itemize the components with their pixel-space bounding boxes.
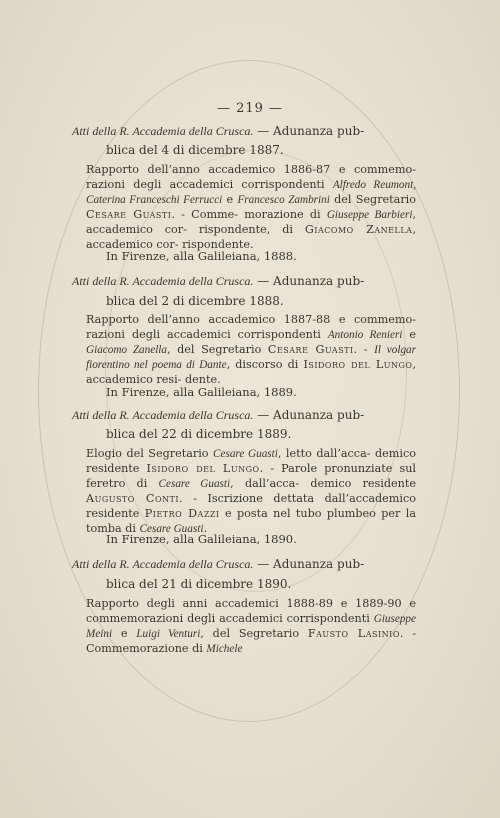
- body-text: .: [203, 521, 208, 535]
- entry-date: blica del 22 di dicembre 1889.: [106, 427, 292, 441]
- entry-heading: [72, 557, 402, 572]
- entry-heading: [72, 274, 402, 289]
- entry-body: [86, 163, 416, 252]
- entry-heading: [72, 124, 402, 139]
- small-caps-name: Cesare Guasti: [86, 207, 172, 221]
- body-text: , discorso di: [226, 357, 304, 371]
- italic-name: Giuseppe Meini: [86, 612, 416, 640]
- body-text: Elogio del Segretario: [86, 447, 214, 460]
- italic-name: Cesare Guasti: [213, 448, 278, 460]
- small-caps-name: Augusto Conti: [86, 491, 180, 505]
- heading-rest: — Adunanza pub-: [253, 274, 365, 288]
- entry-date: blica del 2 di dicembre 1888.: [106, 294, 284, 308]
- italic-name: Luigi Venturi: [136, 627, 201, 640]
- body-text: del Segretario: [329, 192, 416, 206]
- body-text: e: [222, 192, 238, 206]
- body-text: , dall’acca- demico residente: [230, 476, 416, 490]
- entry-imprint: In Firenze, alla Galileiana, 1890.: [106, 532, 297, 546]
- heading-title: Atti della R. Accademia della Crusca.: [72, 408, 254, 422]
- page-number: — 219 —: [216, 101, 284, 116]
- body-text: Rapporto dell’anno accademico 1886-87 e commemo- razioni degli accademici corrispondenti: [86, 163, 416, 191]
- italic-name: Giacomo Zanella: [86, 343, 168, 356]
- body-text: e: [402, 327, 416, 341]
- body-text: Rapporto dell’anno accademico 1887-88 e commemo- razioni degli accademici corrispondenti: [86, 313, 416, 341]
- body-text: Rapporto degli anni accademici 1888-89 e 1889-90 e commemorazioni degli accademici corrispondenti: [86, 597, 416, 625]
- entry-imprint: In Firenze, alla Galileiana, 1888.: [106, 249, 297, 263]
- entry-body: [86, 447, 416, 536]
- body-text: , letto dall’acca- demico residente: [86, 447, 416, 475]
- body-text: , del Segretario: [167, 342, 268, 356]
- heading-rest: — Adunanza pub-: [253, 557, 365, 571]
- heading-rest: — Adunanza pub-: [253, 124, 365, 138]
- body-text: . - Comme- morazione di: [171, 207, 327, 221]
- body-text: e posta nel tubo plumbeo per la tomba di: [86, 506, 417, 535]
- entry-body: [86, 597, 416, 657]
- italic-name: Francesco Zambrini: [237, 193, 330, 206]
- body-text: . -: [353, 342, 375, 356]
- body-text: . - Parole pronunziate sul feretro di: [86, 461, 416, 490]
- small-caps-name: Isidoro del Lungo: [303, 357, 413, 371]
- body-text: , accademico cor- rispondente, di: [86, 207, 416, 236]
- italic-name: Antonio Renieri: [327, 328, 403, 341]
- small-caps-name: Isidoro del Lungo: [146, 461, 260, 475]
- heading-title: Atti della R. Accademia della Crusca.: [72, 124, 254, 138]
- italic-name: Michele: [206, 642, 243, 655]
- entry-date: blica del 21 di dicembre 1890.: [106, 577, 292, 591]
- entry-body: [86, 313, 416, 388]
- italic-name: Cesare Guasti: [158, 477, 231, 490]
- entry-heading: [72, 408, 402, 423]
- body-text: e: [112, 626, 137, 640]
- italic-name: Giuseppe Barbieri: [326, 208, 413, 221]
- italic-name: Cesare Guasti: [139, 522, 204, 535]
- small-caps-name: Fausto Lasinio: [307, 626, 400, 640]
- italic-name: Alfredo Reumont, Caterina Franceschi Ferrucci: [86, 178, 416, 206]
- body-text: . - Commemorazione di: [86, 626, 417, 655]
- small-caps-name: Pietro Dazzi: [144, 506, 220, 520]
- body-text: , accademico cor- rispondente.: [86, 222, 416, 251]
- heading-title: Atti della R. Accademia della Crusca.: [72, 274, 254, 288]
- body-text: , accademico resi- dente.: [86, 357, 416, 386]
- italic-name: Il volgar fiorentino nel poema di Dante: [86, 343, 417, 371]
- entry-date: blica del 4 di dicembre 1887.: [106, 143, 284, 157]
- small-caps-name: Cesare Guasti: [267, 342, 354, 356]
- body-text: , del Segretario: [200, 626, 308, 640]
- heading-title: Atti della R. Accademia della Crusca.: [72, 557, 254, 571]
- heading-rest: — Adunanza pub-: [253, 408, 365, 422]
- entry-imprint: In Firenze, alla Galileiana, 1889.: [106, 385, 297, 399]
- body-text: . - Iscrizione dettata dall’accademico residente: [86, 491, 416, 520]
- small-caps-name: Giacomo Zanella: [304, 222, 413, 236]
